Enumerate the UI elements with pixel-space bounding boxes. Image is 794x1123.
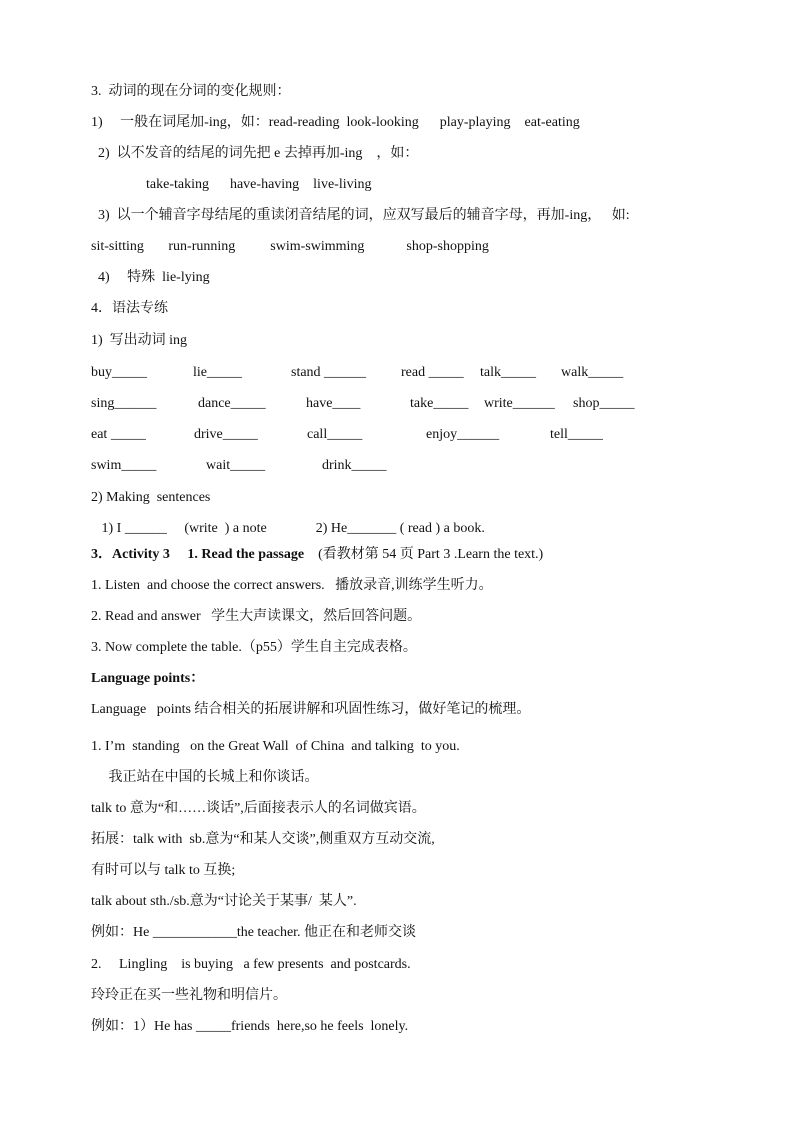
exercise-item: shop_____ xyxy=(573,396,635,411)
exercise-2-heading: 2) Making sentences xyxy=(91,490,211,505)
point-1-extension-2: 有时可以与 talk to 互换; xyxy=(91,863,236,878)
rule-2: 2) 以不发音的结尾的词先把 e 去掉再加-ing ，如： xyxy=(91,146,419,161)
point-2-sentence: 2. Lingling is buying a few presents and postcards. xyxy=(91,957,411,972)
exercise-item: walk_____ xyxy=(561,365,624,380)
exercise-item: tell_____ xyxy=(550,427,603,442)
point-1-note: talk to 意为“和……谈话”,后面接表示人的名词做宾语。 xyxy=(91,801,426,816)
language-points-heading: Language points： xyxy=(91,671,205,686)
point-2-translation: 玲玲正在买一些礼物和明信片。 xyxy=(91,988,287,1003)
rule-heading: 3. 动词的现在分词的变化规则： xyxy=(91,84,291,99)
exercise-item: swim_____ xyxy=(91,458,157,473)
point-1-extension: 拓展：talk with sb.意为“和某人交谈”,侧重双方互动交流, xyxy=(91,832,435,847)
exercise-item: take_____ xyxy=(410,396,469,411)
exercise-item: dance_____ xyxy=(198,396,266,411)
activity-step-1: 1. Listen and choose the correct answers. 播放录音,训练学生听力。 xyxy=(91,578,493,593)
activity-step-2: 2. Read and answer 学生大声读课文，然后回答问题。 xyxy=(91,609,422,624)
exercise-item: buy_____ xyxy=(91,365,147,380)
rule-4: 4) 特殊 lie-lying xyxy=(91,270,210,285)
exercise-2-sentences: 1) I ______ (write ) a note 2) He_______ ( read ) a book. xyxy=(91,521,485,536)
rule-3: 3) 以一个辅音字母结尾的重读闭音结尾的词，应双写最后的辅音字母，再加-ing， 如: xyxy=(91,208,630,223)
exercise-item: lie_____ xyxy=(193,365,242,380)
rule-2-examples: take-taking have-having live-living xyxy=(146,177,372,192)
activity-3-title: 3．Activity 3 1. Read the passage xyxy=(91,547,305,562)
exercise-1-heading: 1) 写出动词 ing xyxy=(91,333,188,348)
exercise-item: read _____ xyxy=(401,365,464,380)
rule-1: 1) 一般在词尾加-ing，如：read-reading look-looking play-playing eat-eating xyxy=(91,115,580,130)
activity-step-3: 3. Now complete the table.（p55）学生自主完成表格。 xyxy=(91,640,417,655)
point-1-sentence: 1. I’m standing on the Great Wall of China and talking to you. xyxy=(91,739,460,754)
exercise-item: talk_____ xyxy=(480,365,536,380)
exercise-item: drive_____ xyxy=(194,427,258,442)
exercise-item: call_____ xyxy=(307,427,363,442)
exercise-item: sing______ xyxy=(91,396,157,411)
exercise-item: drink_____ xyxy=(322,458,387,473)
exercise-item: have____ xyxy=(306,396,361,411)
point-2-example: 例如：1）He has _____friends here,so he feels lonely. xyxy=(91,1019,409,1034)
activity-3-heading xyxy=(91,546,543,564)
exercise-item: wait_____ xyxy=(206,458,266,473)
point-1-translation: 我正站在中国的长城上和你谈话。 xyxy=(91,770,319,785)
exercise-item: enjoy______ xyxy=(426,427,500,442)
language-points-intro: Language points 结合相关的拓展讲解和巩固性练习，做好笔记的梳理。 xyxy=(91,702,531,717)
exercise-item: write______ xyxy=(484,396,555,411)
activity-3-note: (看教材第 54 页 Part 3 .Learn the text.) xyxy=(304,547,544,562)
section-heading-grammar: 4．语法专练 xyxy=(91,301,168,316)
rule-3-examples: sit-sitting run-running swim-swimming shop-shopping xyxy=(91,239,489,254)
point-1-extension-3: talk about sth./sb.意为“讨论关于某事/ 某人”. xyxy=(91,894,357,909)
exercise-item: eat _____ xyxy=(91,427,146,442)
exercise-item: stand ______ xyxy=(291,365,367,380)
point-1-example: 例如：He ____________the teacher. 他正在和老师交谈 xyxy=(91,925,417,940)
